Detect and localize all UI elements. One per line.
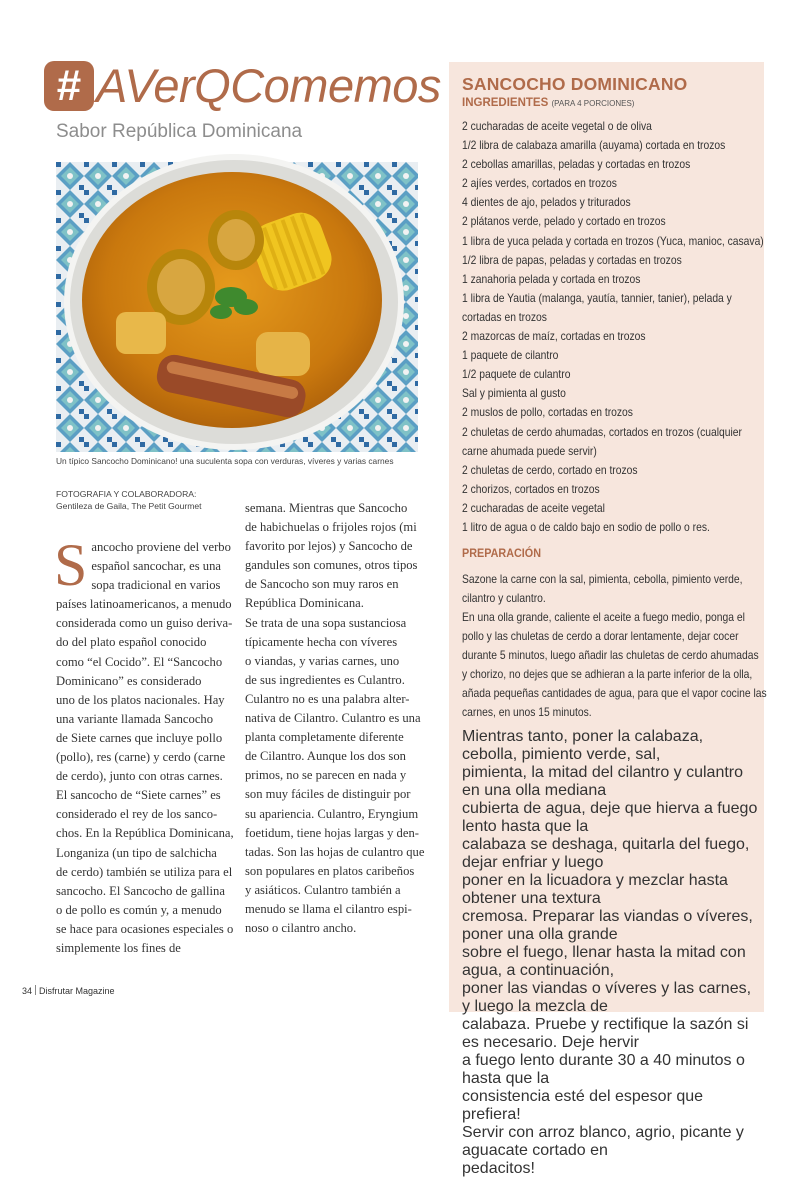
article-line: o viandas, y varias carnes, uno xyxy=(245,653,400,668)
footer-separator xyxy=(35,985,36,995)
preparation-line: a fuego lento durante 30 a 40 minutos o hasta que la xyxy=(462,1052,745,1088)
preparation-line: cremosa. Preparar las viandas o víveres, poner una olla grande xyxy=(462,908,753,944)
article-line: tadas. Son las hojas de culantro que xyxy=(245,844,425,859)
article-line: primos, no se parecen en nada y xyxy=(245,768,407,783)
drop-cap: S xyxy=(54,532,88,598)
sancocho-photo xyxy=(56,162,418,452)
ingredients-label: INGREDIENTES xyxy=(462,97,549,109)
ingredient-item: 1 libra de Yautia (malanga, yautía, tannier, tanier), pelada y xyxy=(462,290,732,305)
ingredient-item: carne ahumada puede servir) xyxy=(462,443,597,458)
ingredient-item: 1/2 libra de papas, peladas y cortadas en trozos xyxy=(462,252,682,267)
preparation-line: añada pequeñas cantidades de agua, para que el vapor cocine las xyxy=(462,686,767,701)
article-line: su apariencia. Culantro, Eryngium xyxy=(245,806,419,821)
ingredient-item: 2 ajíes verdes, cortados en trozos xyxy=(462,176,617,191)
page-number: 34 xyxy=(22,986,33,996)
article-line: son muy fáciles de distinguir por xyxy=(245,787,411,802)
ingredient-item: 2 chuletas de cerdo ahumadas, cortados en trozos (cualquier xyxy=(462,424,742,439)
preparation-line: pollo y las chuletas de cerdo a dorar lentamente, dejar cocer xyxy=(462,629,739,644)
ingredient-item: 2 cucharadas de aceite vegetal xyxy=(462,500,605,515)
preparation-line: sobre el fuego, llenar hasta la mitad con agua, a continuación, xyxy=(462,944,746,980)
article-line: do del plato español conocido xyxy=(56,635,207,650)
article-line: o de pollo es común y, a menudo xyxy=(56,902,222,917)
preparation-line: y chorizo, no dejes que se adhieran a la parte inferior de la olla, xyxy=(462,667,753,682)
article-line: de habichuelas o frijoles rojos (mi xyxy=(245,520,417,535)
article-line: gandules son comunes, otros tipos xyxy=(245,558,418,573)
article-line: de Cilantro. Aunque los dos son xyxy=(245,749,406,764)
magazine-name: Disfrutar Magazine xyxy=(39,986,115,996)
article-line: chos. En la República Dominicana, xyxy=(56,826,234,841)
article-line: República Dominicana. xyxy=(245,596,364,611)
ingredient-item: 2 muslos de pollo, cortadas en trozos xyxy=(462,405,633,420)
article-line: sopa tradicional en varios xyxy=(91,578,221,593)
ingredient-item: 1 zanahoria pelada y cortada en trozos xyxy=(462,271,641,286)
article-line: planta completamente diferente xyxy=(245,730,404,745)
preparation-line: En una olla grande, caliente el aceite a fuego medio, ponga el xyxy=(462,610,745,625)
article-line: ancocho proviene del verbo xyxy=(91,540,231,554)
ingredient-item: 1 libra de yuca pelada y cortada en trozos (Yuca, manioc, casava) xyxy=(462,233,764,248)
article-line: Longaniza (un tipo de salchicha xyxy=(56,845,217,860)
preparation-line: Servir con arroz blanco, agrio, picante y aguacate cortado en xyxy=(462,1124,744,1160)
ingredient-item: Sal y pimienta al gusto xyxy=(462,386,566,401)
article-line: El sancocho de “Siete carnes” es xyxy=(56,788,221,803)
preparation-line: pedacitos! xyxy=(462,1160,535,1178)
article-line: considerada como un guiso deriva- xyxy=(56,616,233,631)
preparation-line: calabaza. Pruebe y rectifique la sazón si es necesario. Deje hervir xyxy=(462,1016,749,1052)
ingredient-item: 2 chorizos, cortados en trozos xyxy=(462,481,600,496)
preparation-line: poner en la licuadora y mezclar hasta obtener una textura xyxy=(462,872,728,908)
article-line: simplemente los fines de xyxy=(56,940,181,955)
article-line: se hace para ocasiones especiales o xyxy=(56,921,234,936)
article-line: Se trata de una sopa sustanciosa xyxy=(245,615,407,630)
preparation-line: consistencia esté del espesor que prefiera! xyxy=(462,1088,704,1124)
article-line: español sancochar, es una xyxy=(91,559,221,574)
article-line: como “el Cocido”. El “Sancocho xyxy=(56,654,223,669)
ingredient-item: 2 chuletas de cerdo, cortado en trozos xyxy=(462,462,638,477)
recipe-panel xyxy=(449,62,767,1178)
page-footer xyxy=(22,985,115,996)
ingredient-item: 2 plátanos verde, pelado y cortado en trozos xyxy=(462,214,666,229)
preparation-line: cilantro y culantro. xyxy=(462,591,546,606)
article-line: típicamente hecha con víveres xyxy=(245,634,398,649)
article-line: de Siete carnes que incluye pollo xyxy=(56,730,223,745)
logo-text: AVerQComemos xyxy=(96,59,441,112)
article-line: nativa de Cilantro. Culantro es una xyxy=(245,711,421,726)
preparation-line: Sazone la carne con la sal, pimienta, cebolla, pimiento verde, xyxy=(462,572,743,587)
article-line: de Sancocho son muy raros en xyxy=(245,577,399,592)
preparation-step-1 xyxy=(462,570,767,722)
article-line: considerado el rey de los sanco- xyxy=(56,807,218,822)
article-line: una variante llamada Sancocho xyxy=(56,711,214,726)
preparation-line: durante 5 minutos, luego añadir las chuletas de cerdo ahumadas xyxy=(462,648,759,663)
article-line: foetidum, tiene hojas largas y den- xyxy=(245,825,419,840)
article-line: semana. Mientras que Sancocho xyxy=(245,501,408,515)
ingredient-item: 4 dientes de ajo, pelados y triturados xyxy=(462,195,631,210)
article-line: Culantro no es una palabra alter- xyxy=(245,691,410,706)
ingredients-heading xyxy=(462,96,760,111)
article-line: noso o cilantro ancho. xyxy=(245,921,357,936)
magazine-logo xyxy=(44,58,441,114)
article-line: sancocho. El Sancocho de gallina xyxy=(56,883,225,898)
article-line: Dominicano” es considerado xyxy=(56,673,202,688)
article-line: uno de los platos nacionales. Hay xyxy=(56,692,225,707)
article-line: de cerdo) también se utiliza para el xyxy=(56,864,233,879)
article-line: (pollo), res (carne) y cerdo (carne xyxy=(56,750,226,765)
article-column-1 xyxy=(54,532,236,958)
preparation-line: poner las viandas o víveres y las carnes, y luego la mezcla de xyxy=(462,980,752,1016)
preparation-line: calabaza se deshaga, quitarla del fuego, dejar enfriar y luego xyxy=(462,836,750,872)
preparation-step-2 xyxy=(462,728,760,1178)
article-line: favorito por lejos) y Sancocho de xyxy=(245,539,413,554)
ingredient-item: 1 litro de agua o de caldo bajo en sodio de pollo o res. xyxy=(462,519,710,534)
section-subtitle: Sabor República Dominicana xyxy=(56,121,303,142)
ingredient-item: 2 cebollas amarillas, peladas y cortadas en trozos xyxy=(462,157,691,172)
article-line: países latinoamericanos, a menudo xyxy=(56,597,232,612)
ingredient-item: cortadas en trozos xyxy=(462,309,547,324)
preparation-line: Mientras tanto, poner la calabaza, cebolla, pimiento verde, sal, xyxy=(462,728,704,764)
ingredients-list xyxy=(462,117,764,537)
ingredient-item: 2 mazorcas de maíz, cortadas en trozos xyxy=(462,329,646,344)
article-column-2 xyxy=(245,499,427,938)
hash-badge: # xyxy=(44,61,94,111)
preparation-line: pimienta, la mitad del cilantro y culantro en una olla mediana xyxy=(462,764,744,800)
preparation-line: cubierta de agua, deje que hierva a fuego lento hasta que la xyxy=(462,800,758,836)
portions-label: (PARA 4 PORCIONES) xyxy=(551,99,635,108)
ingredient-item: 1 paquete de cilantro xyxy=(462,348,559,363)
credit-label: FOTOGRAFIA Y COLABORADORA: xyxy=(56,489,197,499)
article-line: de cerdo), junto con otras carnes. xyxy=(56,769,223,784)
photo-credit xyxy=(56,488,202,512)
recipe-title: SANCOCHO DOMINICANO xyxy=(462,74,688,94)
article-line: menudo se llama el cilantro espi- xyxy=(245,901,412,916)
ingredient-item: 2 cucharadas de aceite vegetal o de oliva xyxy=(462,119,652,133)
ingredient-item: 1/2 libra de calabaza amarilla (auyama) cortada en trozos xyxy=(462,138,726,153)
article-line: de sus ingredientes es Culantro. xyxy=(245,672,405,687)
article-line: son populares en platos caribeños xyxy=(245,863,415,878)
article-line: y asiáticos. Culantro también a xyxy=(245,882,401,897)
photo-caption: Un típico Sancocho Dominicano! una suculenta sopa con verduras, víveres y varias carnes xyxy=(56,456,394,466)
credit-name: Gentileza de Gaila, The Petit Gourmet xyxy=(56,501,202,511)
ingredient-item: 1/2 paquete de culantro xyxy=(462,367,571,382)
preparation-line: carnes, en unos 15 minutos. xyxy=(462,705,592,720)
preparation-heading: PREPARACIÓN xyxy=(462,546,542,561)
